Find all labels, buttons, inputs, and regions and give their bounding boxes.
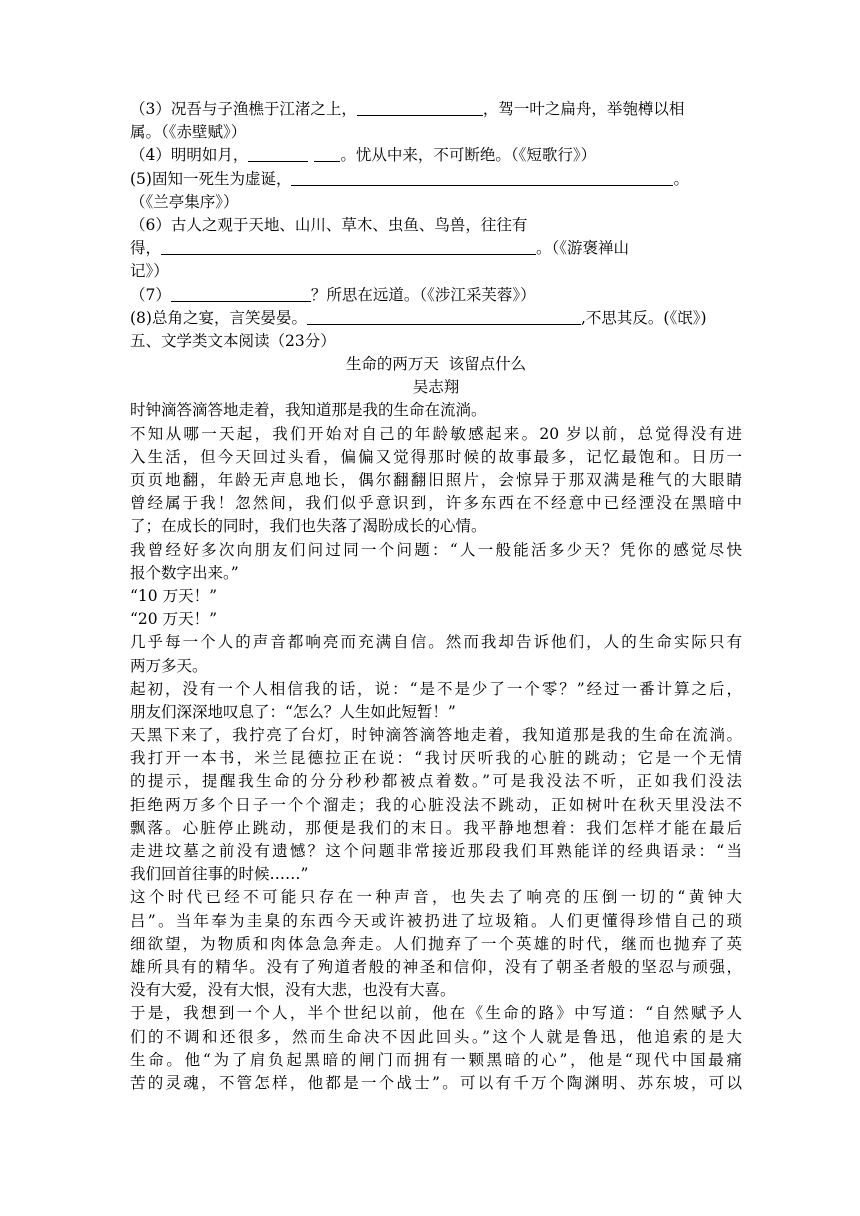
article-line: “10 万天！” [130,586,217,605]
article-line: 雄所具有的精华。没有了殉道者般的神圣和信仰，没有了朝圣者般的坚忍与顽强， [130,957,742,976]
article-line: 朋友们深深地叹息了：“怎么？人生如此短暂！” [130,702,456,721]
q6-text-c: 。（《游褒禅山 [536,239,630,258]
article-line: 的提示，提醒我生命的分分秒秒都被点着数。”可是我没法不听，正如我们没法 [130,772,742,791]
q6-answer-blank[interactable] [161,238,536,255]
article-author: 吴志翔 [412,378,460,397]
article-line: 吕”。当年奉为圭臬的东西今天或许被扔进了垃圾箱。人们更懂得珍惜自己的琐 [130,911,742,930]
article-title: 生命的两万天 该留点什么 [345,355,527,374]
article-line: 于是，我想到一个人，半个世纪以前，他在《生命的路》中写道：“自然赋予人 [130,1004,742,1023]
q3-answer-blank[interactable] [357,99,483,116]
article-line: 天黑下来了，我拧亮了台灯，时钟滴答滴答地走着，我知道那是我的生命在流淌。 [130,726,742,745]
question-7 [130,284,742,307]
article-line: 生命。他“为了肩负起黑暗的闸门而拥有一颗黑暗的心”，他是“现代中国最痛 [130,1050,742,1069]
q8-answer-blank[interactable] [307,308,581,325]
article-line: 不知从哪一天起，我们开始对自己的年龄敏感起来。20 岁以前，总觉得没有进 [130,424,742,443]
article-line: 们的不调和还很多，然而生命决不因此回头。”这个人就是鲁迅，他追索的是大 [130,1027,742,1046]
q4-text-a: （4）明明如月， [130,146,249,165]
article-line: 入生活，但今天回过头看，偏偏又觉得那时候的故事最多，记忆最饱和。日历一 [130,447,742,466]
document-page [130,98,742,1095]
question-6-cont [130,237,742,260]
article-line: 我们回首往事的时候……” [130,865,309,884]
article-line: 飘落。心脏停止跳动，那便是我们的末日。我平静地想着：我们怎样才能在最后 [130,818,742,837]
article-line: 细欲望，为物质和肉体急急奔走。人们抛弃了一个英雄的时代，继而也抛弃了英 [130,934,742,953]
article-line: 苦的灵魂，不管怎样，他都是一个战士”。可以有千万个陶渊明、苏东坡，可以 [130,1073,742,1092]
article-line: 走进坟墓之前没有遗憾？这个问题非常接近那段我们耳熟能详的经典语录：“当 [130,842,742,860]
section-heading: 五、文学类文本阅读（23分） [130,331,336,350]
q4-answer-blank-1[interactable] [248,145,308,162]
question-3-cont: 属。（《赤壁赋》） [130,123,247,142]
question-3 [130,98,742,121]
question-6-cont2: 记》） [130,262,169,281]
article-body [130,399,742,1095]
article-line: 两万多天。 [130,656,208,675]
article-line: 拒绝两万多个日子一个个溜走；我的心脏没法不跳动，正如树叶在秋天里没法不 [130,795,742,814]
article-line: “20 万天！” [130,610,217,629]
article-line: 几乎每一个人的声音都响亮而充满自信。然而我却告诉他们，人的生命实际只有 [130,633,742,652]
q7-answer-blank[interactable] [171,285,311,302]
q5-text-b: 。 [673,169,689,188]
q3-text-a: （3）况吾与子渔樵于江渚之上， [130,100,357,118]
article-line: 曾经属于我！忽然间，我们似乎意识到，许多东西在不经意中已经湮没在黑暗中 [130,494,742,513]
article-line: 我曾经好多次向朋友们问过同一个问题：“人一般能活多少天？凭你的感觉尽快 [130,540,742,559]
q8-text-b: ,不思其反。(《氓》) [580,308,707,327]
question-6: （6）古人之观于天地、山川、草木、虫鱼、鸟兽，往往有 [130,215,528,234]
question-5 [130,168,742,191]
q7-text-b: ？所思在远道。（《涉江采芙蓉》） [310,285,536,304]
q4-answer-blank-2[interactable] [314,145,340,162]
q5-answer-blank[interactable] [291,169,673,186]
question-5-cont: （《兰亭集序》） [130,192,239,211]
article-line: 这个时代已经不可能只存在一种声音，也失去了响亮的压倒一切的“黄钟大 [130,888,742,907]
q3-text-b: ，驾一叶之扁舟，举匏樽以相 [482,100,685,118]
article-line: 报个数字出来。” [130,563,239,582]
question-8 [130,307,742,330]
q7-text-a: （7） [130,285,171,304]
question-4 [130,144,742,167]
article-line: 页页地翻，年龄无声息地长，偶尔翻翻旧照片，会惊异于那双满是稚气的大眼睛 [130,471,742,489]
article-line: 没有大爱，没有大恨，没有大悲，也没有大喜。 [130,981,456,1000]
q6-text-b: 得， [130,239,162,258]
article-line: 了；在成长的同时，我们也失落了渴盼成长的心情。 [130,517,487,536]
q8-text-a: (8)总角之宴，言笑晏晏。 [130,308,307,327]
q5-text-a: (5)固知一死生为虚诞， [130,169,292,188]
article-line: 时钟滴答滴答地走着，我知道那是我的生命在流淌。 [130,401,487,420]
article-line: 我打开一本书，米兰昆德拉正在说：“我讨厌听我的心脏的跳动；它是一个无情 [130,749,742,768]
article-line: 起初，没有一个人相信我的话，说：“是不是少了一个零？”经过一番计算之后， [130,679,742,698]
q4-text-b: 。忧从中来，不可断绝。（《短歌行》） [340,146,597,165]
